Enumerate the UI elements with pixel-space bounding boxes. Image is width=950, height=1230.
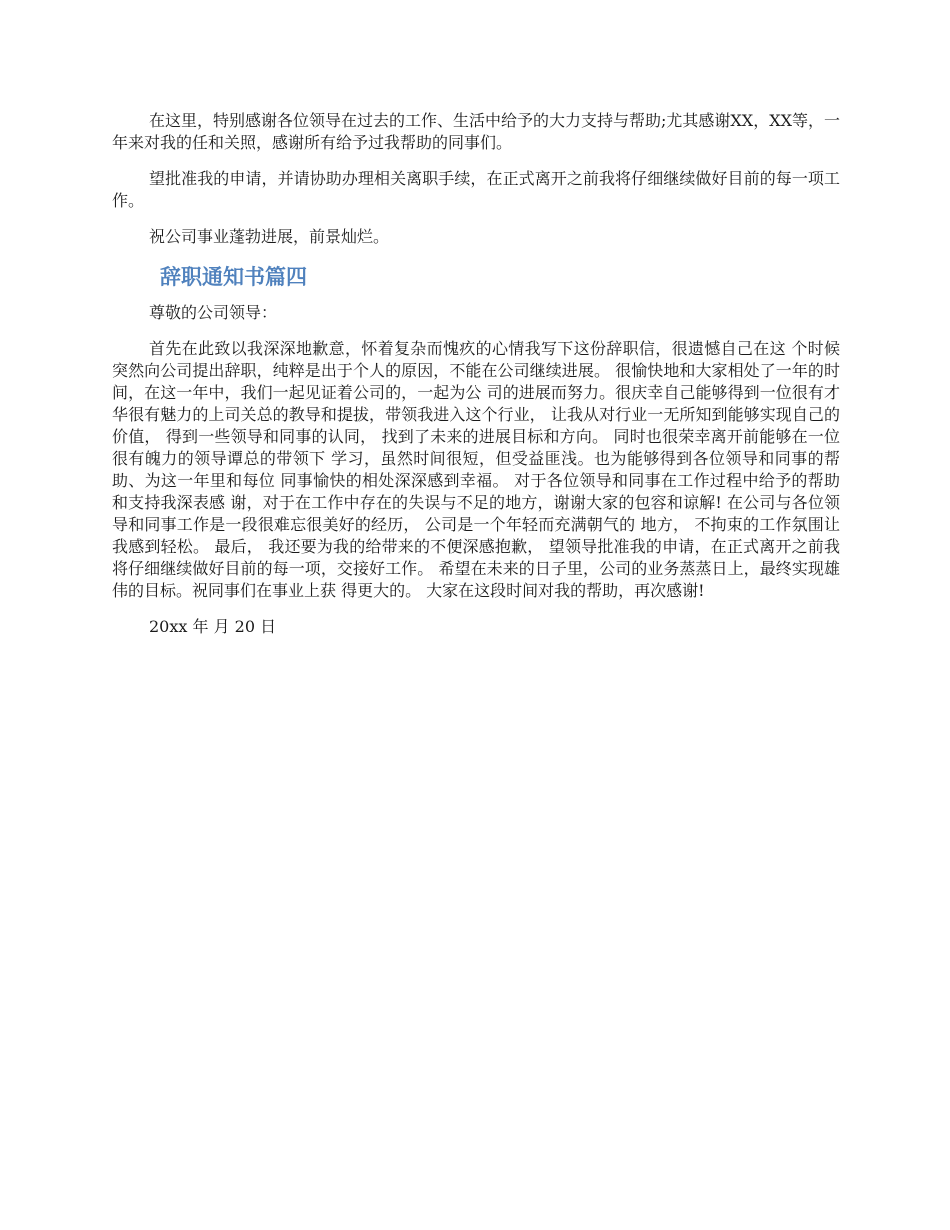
paragraph-request: 望批准我的申请，并请协助办理相关离职手续，在正式离开之前我将仔细继续做好目前的每一项工作。 [112,169,840,210]
date-line: 20xx 年 月 20 日 [149,617,277,636]
letter-body: 首先在此致以我深深地歉意，怀着复杂而愧疚的心情我写下这份辞职信，很遗憾自己在这 个时候突然向公司提出辞职，纯粹是出于个人的原因，不能在公司继续进展。 很愉快地和大家相处了一年的时间，在这一年中，我们一起见证着公司的，一起为公 司的进展而努力。很庆幸自己能够得到一位很有才华很有魅力的上司关总的教导和提拔，带领我进入这个行业， 让我从对行业一无所知到能够实现自己的价值， 得到一些领导和同事的认同， 找到了未来的进展目标和方向。 同时也很荣幸离开前能够在一位很有魄力的领导谭总的带领下 学习，虽然时间很短，但受益匪浅。也为能够得到各位领导和同事的帮助、为这一年里和每位 同事愉快的相处深深感到幸福。 对于各位领导和同事在工作过程中给予的帮助和支持我深表感 谢，对于在工作中存在的失误与不足的地方，谢谢大家的包容和谅解! 在公司与各位领导和同事工作是一段很难忘很美好的经历， 公司是一个年轻而充满朝气的 地方， 不拘束的工作氛围让我感到轻松。 最后， 我还要为我的给带来的不便深感抱歉， 望领导批准我的申请，在正式离开之前我将仔细继续做好目前的每一项，交接好工作。 希望在未来的日子里，公司的业务蒸蒸日上，最终实现雄伟的目标。祝同事们在事业上获 得更大的。 大家在这段时间对我的帮助，再次感谢! [112,339,840,600]
salutation: 尊敬的公司领导： [149,303,278,322]
document-body [112,110,840,652]
paragraph-wishes: 祝公司事业蓬勃进展，前景灿烂。 [149,227,390,246]
paragraph-thanks: 在这里，特别感谢各位领导在过去的工作、生活中给予的大力支持与帮助;尤其感谢XX，XX等，一年来对我的任和关照，感谢所有给予过我帮助的同事们。 [112,111,840,152]
section-heading: 辞职通知书篇四 [160,265,307,289]
